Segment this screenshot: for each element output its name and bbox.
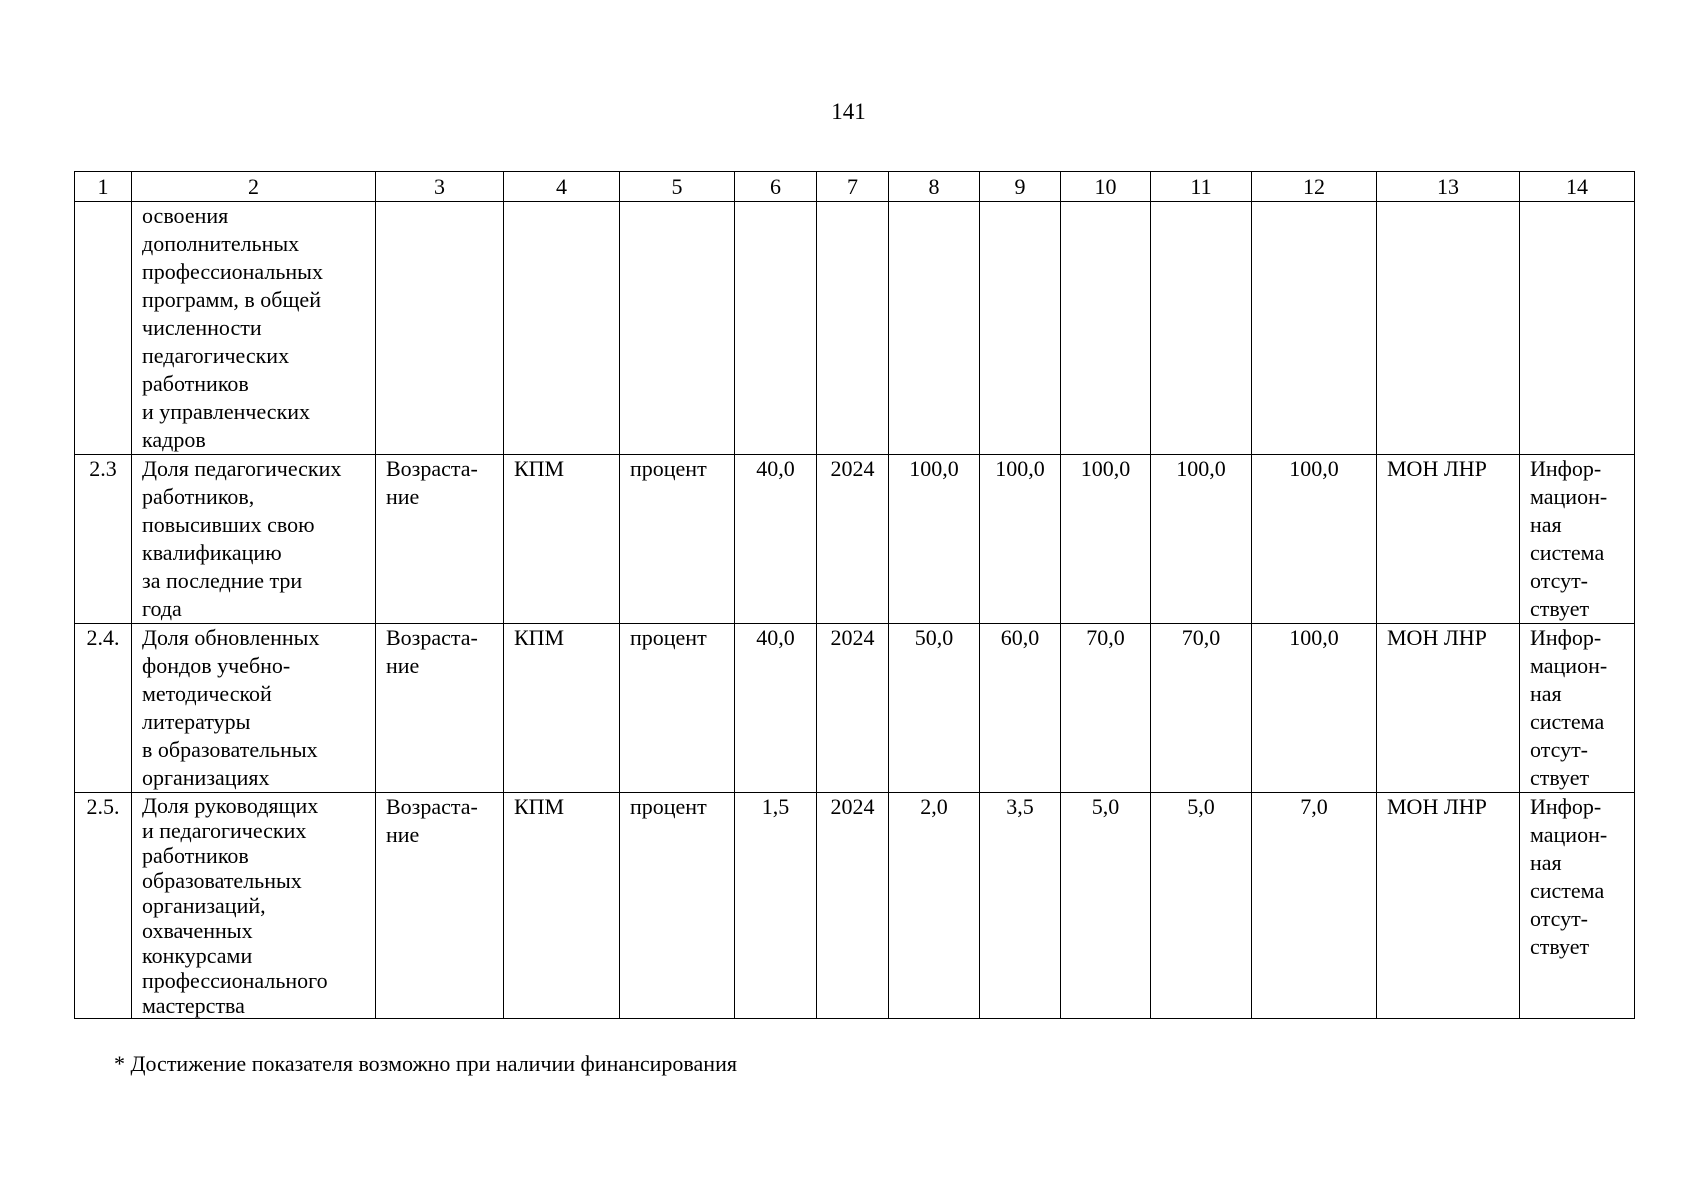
table-row bbox=[75, 624, 1635, 793]
indicator-name: Доля педагогических работников, повысивших свою квалификацию за последние три года bbox=[132, 455, 376, 624]
responsible-cell bbox=[1377, 202, 1520, 455]
value-cell bbox=[889, 202, 980, 455]
base-year-cell: 2024 bbox=[817, 455, 889, 624]
unit-cell: процент bbox=[620, 624, 735, 793]
value-cell: 100,0 bbox=[1061, 455, 1151, 624]
indicator-name: освоения дополнительных профессиональных программ, в общей численности педагогических работников и управленческих кадров bbox=[132, 202, 376, 455]
column-header: 9 bbox=[980, 172, 1061, 202]
indicator-name: Доля обновленных фондов учебно- методической литературы в образовательных организациях bbox=[132, 624, 376, 793]
value-cell: 100,0 bbox=[889, 455, 980, 624]
column-header: 11 bbox=[1151, 172, 1252, 202]
value-cell: 5,0 bbox=[1061, 793, 1151, 1019]
base-value-cell: 40,0 bbox=[735, 455, 817, 624]
unit-cell: процент bbox=[620, 455, 735, 624]
method-cell: КПМ bbox=[504, 793, 620, 1019]
value-cell: 100,0 bbox=[1252, 455, 1377, 624]
responsible-cell: МОН ЛНР bbox=[1377, 455, 1520, 624]
column-header: 2 bbox=[132, 172, 376, 202]
base-year-cell bbox=[817, 202, 889, 455]
row-number: 2.3 bbox=[75, 455, 132, 624]
base-value-cell: 1,5 bbox=[735, 793, 817, 1019]
row-number bbox=[75, 202, 132, 455]
info-system-cell: Инфор- мацион- ная система отсут- ствует bbox=[1520, 624, 1635, 793]
value-cell: 3,5 bbox=[980, 793, 1061, 1019]
value-cell: 100,0 bbox=[1252, 624, 1377, 793]
table-row bbox=[75, 202, 1635, 455]
column-header: 14 bbox=[1520, 172, 1635, 202]
row-number: 2.4. bbox=[75, 624, 132, 793]
table-row bbox=[75, 455, 1635, 624]
indicators-table bbox=[74, 171, 1635, 1019]
method-cell: КПМ bbox=[504, 624, 620, 793]
value-cell: 70,0 bbox=[1061, 624, 1151, 793]
info-system-cell: Инфор- мацион- ная система отсут- ствует bbox=[1520, 455, 1635, 624]
value-cell bbox=[1151, 202, 1252, 455]
method-cell bbox=[504, 202, 620, 455]
base-value-cell bbox=[735, 202, 817, 455]
info-system-cell: Инфор- мацион- ная система отсут- ствует bbox=[1520, 793, 1635, 1019]
value-cell: 5,0 bbox=[1151, 793, 1252, 1019]
responsible-cell: МОН ЛНР bbox=[1377, 793, 1520, 1019]
value-cell: 100,0 bbox=[980, 455, 1061, 624]
value-cell: 50,0 bbox=[889, 624, 980, 793]
column-header: 4 bbox=[504, 172, 620, 202]
unit-cell bbox=[620, 202, 735, 455]
base-year-cell: 2024 bbox=[817, 793, 889, 1019]
column-header: 3 bbox=[376, 172, 504, 202]
info-system-cell bbox=[1520, 202, 1635, 455]
column-header: 7 bbox=[817, 172, 889, 202]
column-header: 10 bbox=[1061, 172, 1151, 202]
value-cell: 70,0 bbox=[1151, 624, 1252, 793]
column-header: 13 bbox=[1377, 172, 1520, 202]
column-header: 1 bbox=[75, 172, 132, 202]
base-year-cell: 2024 bbox=[817, 624, 889, 793]
direction-cell bbox=[376, 202, 504, 455]
direction-cell: Возраста- ние bbox=[376, 624, 504, 793]
table-header-row bbox=[75, 172, 1635, 202]
direction-cell: Возраста- ние bbox=[376, 455, 504, 624]
value-cell bbox=[1252, 202, 1377, 455]
table-row bbox=[75, 793, 1635, 1019]
method-cell: КПМ bbox=[504, 455, 620, 624]
column-header: 6 bbox=[735, 172, 817, 202]
indicator-name: Доля руководящих и педагогических работников образовательных организаций, охваченных конкурсами профессионального мастерства bbox=[132, 793, 376, 1019]
unit-cell: процент bbox=[620, 793, 735, 1019]
column-header: 12 bbox=[1252, 172, 1377, 202]
value-cell: 100,0 bbox=[1151, 455, 1252, 624]
value-cell bbox=[1061, 202, 1151, 455]
responsible-cell: МОН ЛНР bbox=[1377, 624, 1520, 793]
base-value-cell: 40,0 bbox=[735, 624, 817, 793]
value-cell: 7,0 bbox=[1252, 793, 1377, 1019]
value-cell: 2,0 bbox=[889, 793, 980, 1019]
column-header: 5 bbox=[620, 172, 735, 202]
value-cell bbox=[980, 202, 1061, 455]
footnote: * Достижение показателя возможно при наличии финансирования bbox=[114, 1051, 737, 1076]
column-header: 8 bbox=[889, 172, 980, 202]
direction-cell: Возраста- ние bbox=[376, 793, 504, 1019]
page-number: 141 bbox=[831, 99, 866, 124]
row-number: 2.5. bbox=[75, 793, 132, 1019]
value-cell: 60,0 bbox=[980, 624, 1061, 793]
